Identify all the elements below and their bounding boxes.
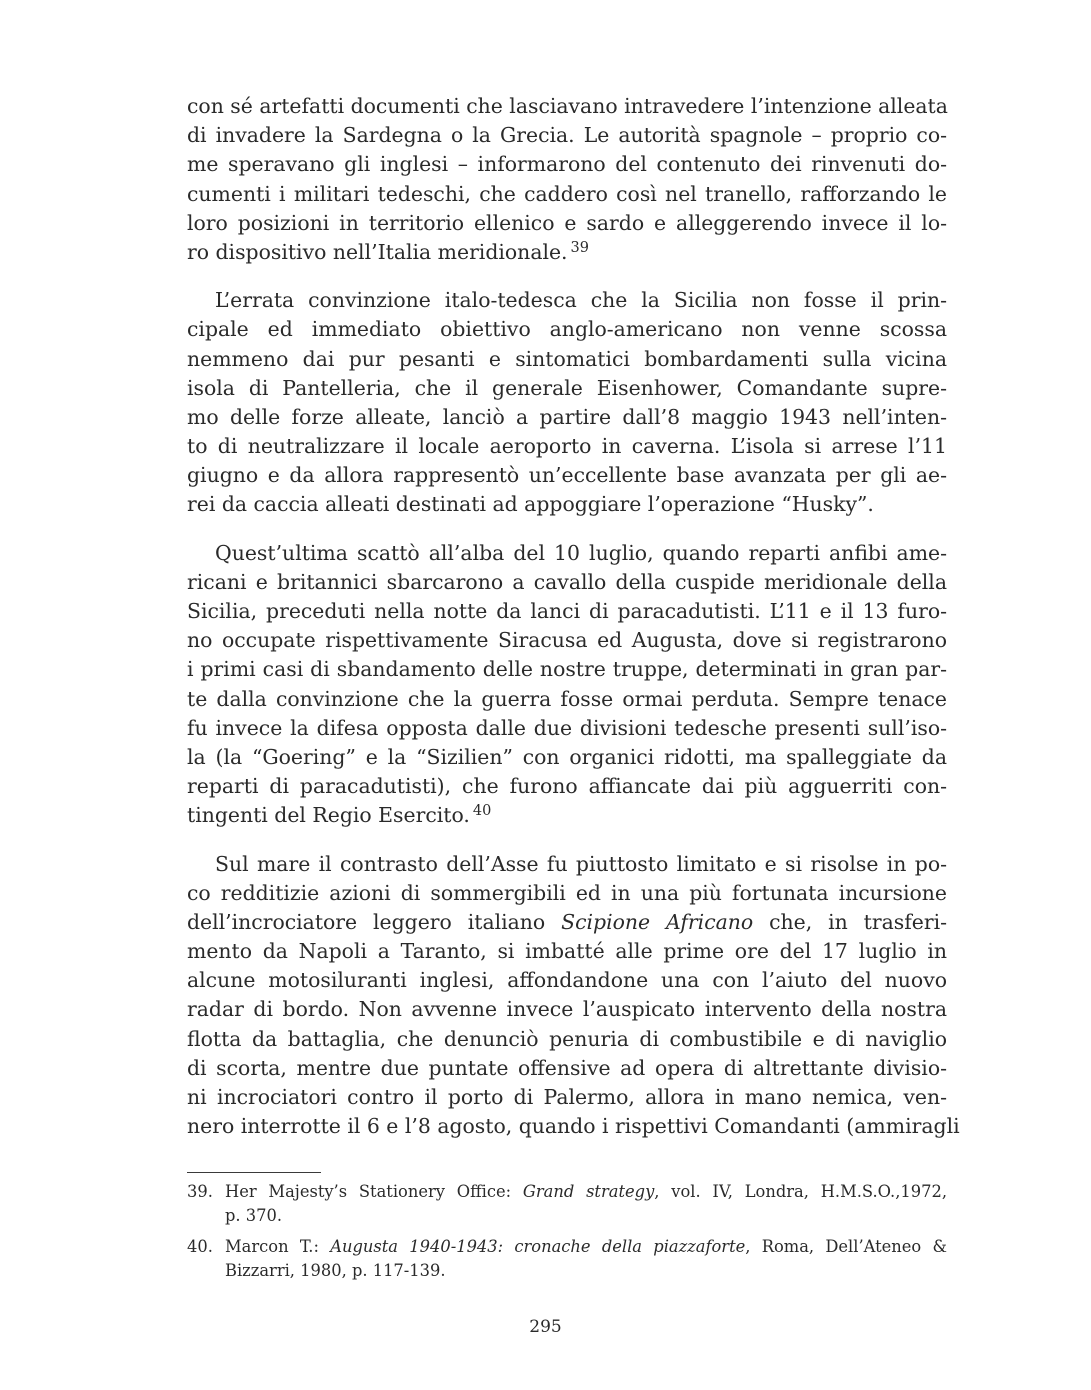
text-line: loro posizioni in territorio ellenico e sardo e alleggerendo invece il lo-: [187, 210, 947, 235]
text-line: cipale ed immediato obiettivo anglo-americano non venne scossa: [187, 317, 947, 342]
ship-name: Scipione Africano: [561, 909, 754, 934]
text-line: cumenti i militari tedeschi, che caddero così nel tranello, rafforzando le: [187, 181, 947, 206]
text-line: la (la “Goering” e la “Sizilien” con organici ridotti, ma spalleggiate da: [187, 744, 947, 769]
paragraph-1: [187, 92, 947, 267]
text-line: isola di Pantelleria, che il generale Eisenhower, Comandante supre-: [187, 375, 947, 400]
text-line: di invadere la Sardegna o la Grecia. Le autorità spagnole – proprio co-: [187, 123, 947, 148]
text-line: L’errata convinzione italo-tedesca che la Sicilia non fosse il prin-: [215, 288, 947, 313]
footnote-text: Marcon T.:: [225, 1237, 319, 1256]
footnote-ref-39: 39: [570, 239, 589, 256]
text-line: ricani e britannici sbarcarono a cavallo della cuspide meridionale della: [187, 569, 947, 594]
text-line: [187, 801, 947, 830]
body-text: [187, 92, 960, 1141]
footnote-number: 40.: [187, 1237, 213, 1256]
footnote-40: [187, 1235, 947, 1283]
footnote-line: [225, 1235, 947, 1259]
footnote-line: Bizzarri, 1980, p. 117-139.: [225, 1261, 446, 1280]
text-line: ni incrociatori contro il porto di Palermo, allora in mano nemica, ven-: [187, 1085, 947, 1109]
footnote-line: p. 370.: [225, 1206, 283, 1225]
footnote-text: , Roma, Dell’Ateneo &: [745, 1237, 947, 1256]
footnote-ref-40: 40: [472, 803, 492, 820]
text-line: Sul mare il contrasto dell’Asse fu piuttosto limitato e si risolse in po-: [215, 851, 947, 876]
paragraph-2: [187, 286, 947, 520]
paragraph-4: [187, 850, 960, 1142]
footnote-text: Her Majesty’s Stationery Office:: [225, 1182, 512, 1201]
text-line: [187, 908, 947, 937]
text-line: fu invece la difesa opposta dalle due divisioni tedesche presenti sull’iso-: [187, 715, 947, 740]
footnote-number: 39.: [187, 1182, 213, 1201]
text-line: Quest’ultima scattò all’alba del 10 luglio, quando reparti anfibi ame-: [215, 540, 947, 565]
text-line: mento da Napoli a Taranto, si imbatté alle prime ore del 17 luglio in: [187, 939, 947, 964]
text-line: mo delle forze alleate, lanciò a partire dall’8 maggio 1943 nell’inten-: [187, 404, 947, 429]
text-fragment: dell’incrociatore leggero italiano: [187, 909, 546, 934]
text-line: no occupate rispettivamente Siracusa ed Augusta, dove si registrarono: [187, 628, 947, 653]
text-line: Sicilia, preceduti nella notte da lanci di paracadutisti. L’11 e il 13 furo-: [187, 599, 947, 623]
text-fragment: tingenti del Regio Esercito.: [187, 803, 470, 828]
text-fragment: che, in trasferi-: [769, 909, 948, 934]
text-line: giugno e da allora rappresentò un’eccellente base avanzata per gli ae-: [187, 463, 947, 488]
text-line: reparti di paracadutisti), che furono affiancate dai più agguerriti con-: [187, 774, 947, 799]
text-line: [187, 238, 947, 267]
text-line: rei da caccia alleati destinati ad appoggiare l’operazione “Husky”.: [187, 492, 874, 517]
footnote-title: Grand strategy: [522, 1182, 655, 1201]
footnote-title: Augusta 1940-1943: cronache della piazzaforte: [330, 1237, 746, 1256]
text-line: to di neutralizzare il locale aeroporto in caverna. L’isola si arrese l’11: [187, 434, 947, 459]
text-line: radar di bordo. Non avvenne invece l’auspicato intervento della nostra: [187, 997, 947, 1022]
text-line: nemmeno dai pur pesanti e sintomatici bombardamenti sulla vicina: [187, 346, 947, 371]
footnote-text: , vol. IV, Londra, H.M.S.O.,1972,: [654, 1182, 948, 1201]
text-line: me speravano gli inglesi – informarono del contenuto dei rinvenuti do-: [187, 152, 947, 177]
text-line: di scorta, mentre due puntate offensive ad opera di altrettante divisio-: [187, 1055, 947, 1080]
text-line: co redditizie azioni di sommergibili ed in una più fortunata incursione: [187, 880, 947, 905]
text-line: te dalla convinzione che la guerra fosse ormai perduta. Sempre tenace: [187, 686, 947, 711]
text-line: nero interrotte il 6 e l’8 agosto, quando i rispettivi Comandanti (ammiragli: [187, 1114, 960, 1139]
text-line: alcune motosiluranti inglesi, affondandone una con l’aiuto del nuovo: [187, 968, 947, 993]
paragraph-3: [187, 539, 947, 831]
footnote-separator: [187, 1172, 321, 1173]
text-line: flotta da battaglia, che denunciò penuria di combustibile e di naviglio: [187, 1026, 947, 1051]
text-line: con sé artefatti documenti che lasciavano intravedere l’intenzione alleata: [187, 94, 948, 118]
text-fragment: ro dispositivo nell’Italia meridionale.: [187, 239, 568, 264]
footnote-39: [187, 1180, 947, 1228]
page-number: 295: [529, 1317, 562, 1337]
footnote-line: [225, 1180, 947, 1204]
footnotes: [187, 1180, 947, 1290]
text-line: i primi casi di sbandamento delle nostre truppe, determinati in gran par-: [187, 657, 947, 682]
